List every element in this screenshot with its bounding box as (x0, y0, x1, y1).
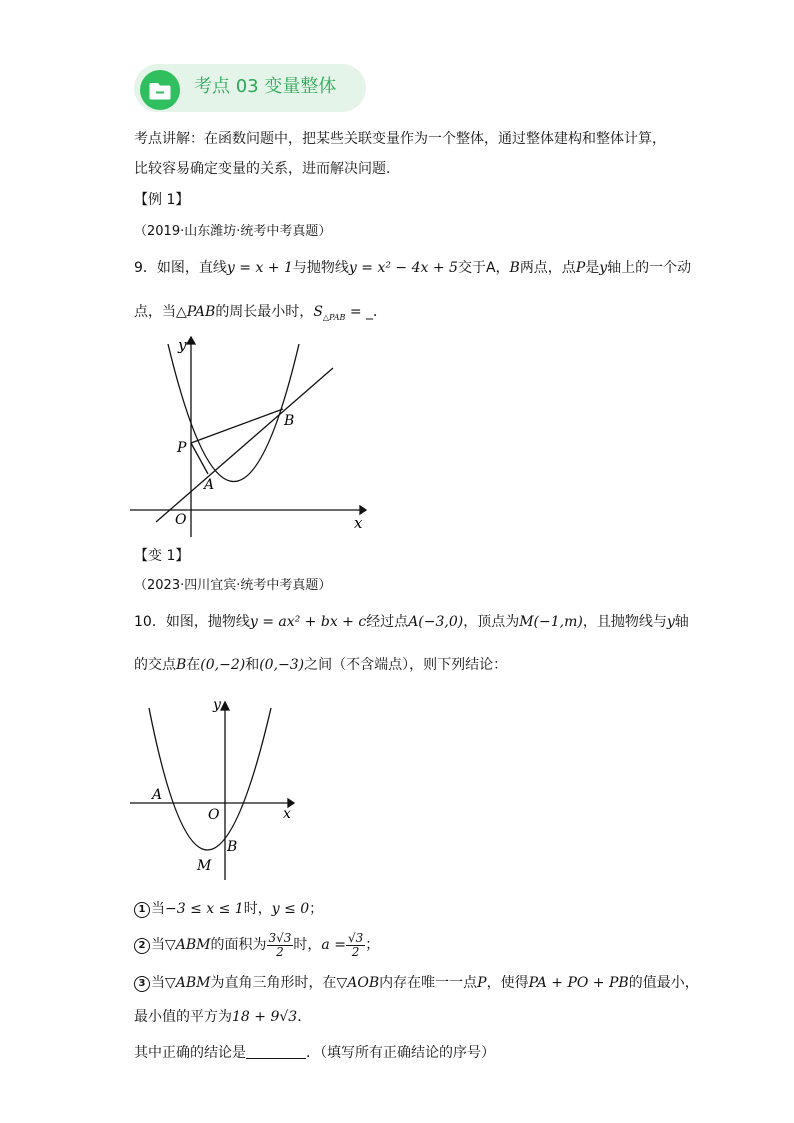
c3-value: 18 + 9√3 (232, 1009, 298, 1025)
example-tag: 【例 1】 (134, 192, 190, 208)
q10-range-2: (0,−3) (259, 657, 305, 673)
answer-line (134, 1043, 495, 1063)
parabola-curve (168, 344, 299, 482)
q10-in: 在 (186, 657, 201, 673)
q9-is: 是 (585, 260, 600, 276)
c3-such-that: ，使得 (486, 975, 529, 991)
c3-triangle-aob: ▽AOB (336, 975, 380, 991)
c3-point-p: P (477, 975, 487, 991)
label-m: M (197, 858, 212, 874)
q9-number: 9．如图，直线 (134, 260, 227, 276)
y-axis-arrow (221, 702, 229, 710)
intro-line-2: 比较容易确定变量的关系，进而解决问题． (134, 161, 400, 177)
answer-suffix: ．（填写所有正确结论的序号） (306, 1045, 495, 1061)
c2-frac2-den: 2 (351, 944, 360, 959)
label-a: A (204, 477, 215, 493)
q10-pass: 经过点 (366, 614, 409, 630)
label-x: x (354, 514, 363, 532)
q10-line2-a: 的交点 (134, 657, 176, 673)
q10-rest1: ，且抛物线与 (582, 614, 667, 630)
c2-frac2-num: √3 (347, 930, 364, 945)
variant-tag: 【变 1】 (134, 548, 190, 564)
label-x: x (283, 806, 291, 822)
c2-frac-num: 3√3 (268, 930, 292, 945)
q10-y-axis: y (666, 614, 675, 630)
c2-frac-den: 2 (276, 944, 284, 959)
label-p: P (177, 440, 187, 456)
folder-icon (140, 70, 180, 110)
q10-rest2: 轴 (674, 614, 689, 630)
q10-point-m: M(−1,m) (519, 614, 583, 630)
q10-point-a: A(−3,0) (408, 614, 464, 630)
q9-two-points: 两点，点 (519, 260, 576, 276)
figure-2 (130, 692, 305, 887)
c3-expression: PA + PO + PB (528, 975, 629, 991)
q10-vertex: ，顶点为 (463, 614, 520, 630)
c3-end: ． (297, 1009, 312, 1025)
q10-range-1: (0,−2) (200, 657, 246, 673)
circled-number-2: 2 (134, 938, 150, 954)
q10-equation: y = ax² + bx + c (249, 614, 367, 630)
c2-time: 时， (293, 937, 322, 953)
conclusion-3-line-2 (134, 1007, 311, 1027)
q9-intersect: 交于 (457, 260, 486, 276)
q9-line-1 (134, 258, 691, 278)
variant-source: （2023·四川宜宾·统考中考真题） (134, 578, 332, 593)
circled-number-1: 1 (134, 902, 150, 918)
c2-a-var: a = (321, 937, 346, 953)
q9-with: 与抛物线 (292, 260, 349, 276)
q9-point-p: P (575, 260, 586, 276)
example-source: （2019·山东潍坊·统考中考真题） (134, 224, 332, 239)
conclusion-1 (134, 899, 323, 919)
q9-comma: ， (495, 260, 510, 276)
c3-triangle: ▽ABM (165, 975, 211, 991)
figure-1 (130, 332, 370, 537)
q9-point-a: A (485, 260, 496, 276)
answer-prefix: 其中正确的结论是 (134, 1045, 246, 1061)
q10-point-b: B (176, 657, 187, 673)
section-title: 考点 03 变量整体 (194, 76, 337, 97)
q9-line-2 (134, 302, 387, 328)
c3-unique-point: 内存在唯一一点 (379, 975, 478, 991)
q9-rest: 轴上的一个动 (607, 260, 692, 276)
c1-when: 当 (151, 901, 165, 917)
label-y: y (213, 697, 221, 713)
q9-line2-b: 的周长最小时， (215, 304, 314, 320)
c1-range: −3 ≤ x ≤ 1 (165, 901, 244, 917)
q9-point-b: B (509, 260, 520, 276)
c2-triangle: ▽ABM (165, 937, 211, 953)
c2-when: 当 (151, 937, 165, 953)
parabola-equation: y = x² − 4x + 5 (348, 260, 458, 276)
label-o: O (208, 807, 220, 823)
area-answer: = _． (345, 304, 388, 320)
conclusion-3 (134, 973, 699, 993)
conclusion-2 (134, 930, 379, 960)
c1-condition: y ≤ 0 (271, 901, 310, 917)
label-b: B (284, 413, 295, 429)
q9-y-axis: y (599, 260, 608, 276)
label-a: A (152, 787, 163, 803)
q10-line-1 (134, 612, 689, 632)
c1-end: ； (309, 901, 324, 917)
q9-line2-a: 点，当 (134, 304, 176, 320)
c3-minimum: 的值最小， (628, 975, 699, 991)
segment-pb (191, 409, 283, 443)
c3-when: 当 (151, 975, 165, 991)
c2-area-text: 的面积为 (210, 937, 267, 953)
answer-blank[interactable] (246, 1044, 306, 1059)
c3-right-triangle: 为直角三角形时，在 (210, 975, 337, 991)
c2-end: ； (365, 937, 380, 953)
c1-time: 时， (243, 901, 272, 917)
parabola-curve (149, 708, 271, 850)
c2-area-fraction (267, 932, 294, 959)
x-axis-arrow (360, 506, 366, 514)
area-subscript: △PAB (322, 312, 346, 322)
q10-line2-b: 之间（不含端点），则下列结论： (304, 657, 508, 673)
line-equation: y = x + 1 (226, 260, 293, 276)
triangle-pab: △PAB (176, 304, 216, 320)
label-b: B (227, 839, 238, 855)
q10-and: 和 (245, 657, 260, 673)
c2-a-fraction (346, 932, 365, 959)
label-y: y (178, 336, 187, 354)
y-axis-arrow (187, 337, 195, 344)
intro-line-1: 考点讲解：在函数问题中，把某些关联变量作为一个整体，通过整体建构和整体计算， (134, 131, 666, 147)
segment-pa (191, 443, 208, 474)
label-o: O (175, 512, 187, 528)
q10-line-2 (134, 655, 507, 675)
circled-number-3: 3 (134, 976, 150, 992)
q10-number: 10．如图，抛物线 (134, 614, 250, 630)
c3-min-square: 最小值的平方为 (134, 1009, 232, 1025)
area-symbol: S (313, 304, 323, 320)
